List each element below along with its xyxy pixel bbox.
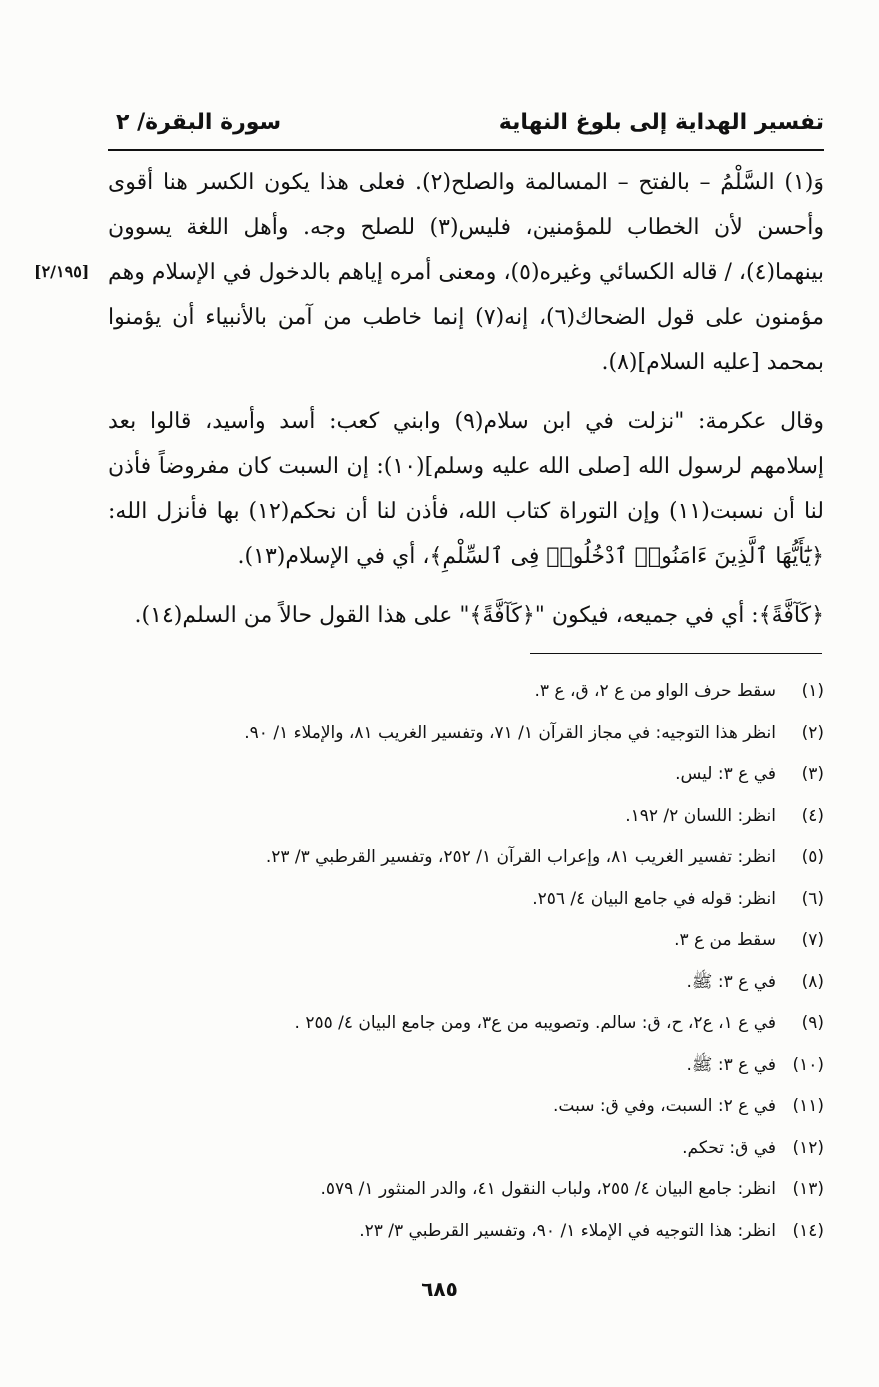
footnote-item xyxy=(108,1133,824,1175)
footnote-text: انظر: تفسير الغريب ٨١، وإعراب القرآن ١/ ٢٥٢، وتفسير القرطبي ٣/ ٢٣. xyxy=(265,847,776,867)
footnote-number: (١١) xyxy=(792,1096,824,1116)
footnote-text: سقط من ع ٣. xyxy=(674,930,776,950)
footnote-number: (١٢) xyxy=(792,1137,824,1158)
footnote-item xyxy=(108,1008,824,1050)
footnote-text: انظر: جامع البيان ٤/ ٢٥٥، ولباب النقول ٤١، والدر المنثور ١/ ٥٧٩. xyxy=(320,1179,776,1199)
running-header xyxy=(108,104,824,144)
footnote-text: في ع ٢: السبت، وفي ق: سبت. xyxy=(552,1096,776,1116)
footnote-number: (٦) xyxy=(801,888,824,909)
footnote-text: انظر هذا التوجيه: في مجاز القرآن ١/ ٧١، وتفسير الغريب ٨١، والإملاء ١/ ٩٠. xyxy=(244,722,776,743)
footnote-text: انظر: اللسان ٢/ ١٩٢. xyxy=(625,805,776,826)
footnote-number: (٨) xyxy=(801,971,824,992)
footnote-item xyxy=(108,1174,824,1216)
footnote-text: في ع ١، ع٢، ح، ق: سالم. وتصويبه من ع٣، ومن جامع البيان ٤/ ٢٥٥ . xyxy=(294,1013,776,1033)
footnote-number: (٤) xyxy=(801,805,824,826)
footnote-item xyxy=(108,1050,824,1092)
footnote-item xyxy=(108,1216,824,1258)
footnote-item xyxy=(108,676,824,718)
margin-reference: [٢/١٩٥] xyxy=(34,262,90,281)
footnote-text: في ع ٣: ليس. xyxy=(675,764,776,784)
page-number: ٦٨٥ xyxy=(421,1277,458,1301)
paragraph: ﴿كَآفَّةً﴾: أي في جميعه، فيكون "﴿كَآفَّةً﴾" على هذا القول حالاً من السلم(١٤). xyxy=(134,603,824,628)
footnote-number: (١٠) xyxy=(792,1054,824,1075)
footnote-text: انظر: هذا التوجيه في الإملاء ١/ ٩٠، وتفسير القرطبي ٣/ ٢٣. xyxy=(359,1220,776,1241)
footnote-item xyxy=(108,718,824,760)
footnote-number: (٢) xyxy=(801,722,824,743)
footnote-number: (١٤) xyxy=(792,1220,824,1241)
footnote-number: (٣) xyxy=(801,764,824,784)
paragraph: وَ(١) السَّلْمُ – بالفتح – المسالمة والصلح(٢). فعلى هذا يكون الكسر هنا أقوى وأحسن لأن الخطاب للمؤمنين، فليس(٣) للصلح وجه. وأهل اللغة يسوون بينهما(٤)، / قاله الكسائي وغيره(٥)، ومعنى أمره إياهم بالدخول في الإسلام وهم مؤمنون على قول الضحاك(٦)، إنه(٧) إنما خاطب من آمن بالأنبياء أن يؤمنوا بمحمد [عليه السلام](٨). xyxy=(108,170,825,375)
paragraph: وقال عكرمة: "نزلت في ابن سلام(٩) وابني كعب: أسد وأسيد، قالوا بعد إسلامهم لرسول الله [صلى الله عليه وسلم](١٠): إن السبت كان مفروضاً فأذن لنا أن نسبت(١١) وإن التوراة كتاب الله، فأذن لنا أن نحكم(١٢) بها فأنزل الله: ﴿يَٰٓأَيُّهَا ٱلَّذِينَ ءَامَنُوا۟ ٱدْخُلُوا۟ فِى ٱلسِّلْمِ﴾، أي في الإسلام(١٣). xyxy=(108,409,825,569)
footnote-item xyxy=(108,967,824,1009)
footnote-item xyxy=(108,925,824,967)
header-divider xyxy=(108,149,824,151)
footnote-text: انظر: قوله في جامع البيان ٤/ ٢٥٦. xyxy=(532,888,776,909)
footnote-item xyxy=(108,1091,824,1133)
footnote-item xyxy=(108,842,824,884)
main-text xyxy=(108,160,824,638)
footnote-number: (١) xyxy=(801,681,824,701)
footnote-divider xyxy=(530,653,822,654)
footnote-item xyxy=(108,884,824,926)
footnote-text: سقط حرف الواو من ع ٢، ق، ع ٣. xyxy=(534,681,776,701)
footnote-item xyxy=(108,759,824,801)
footnote-item xyxy=(108,801,824,843)
footnote-list xyxy=(108,676,824,1257)
book-title: تفسير الهداية إلى بلوغ النهاية xyxy=(498,110,824,135)
footnote-text: في ع ٣: ﷺ. xyxy=(686,1054,776,1075)
footnote-number: (٩) xyxy=(801,1013,824,1033)
surah-label: سورة البقرة/ ٢ xyxy=(116,110,282,135)
footnote-number: (٧) xyxy=(801,930,824,950)
footnote-number: (٥) xyxy=(801,847,824,867)
footnote-text: في ع ٣: ﷺ. xyxy=(686,971,776,992)
footnote-number: (١٣) xyxy=(792,1179,824,1199)
footnote-text: في ق: تحكم. xyxy=(682,1137,776,1158)
